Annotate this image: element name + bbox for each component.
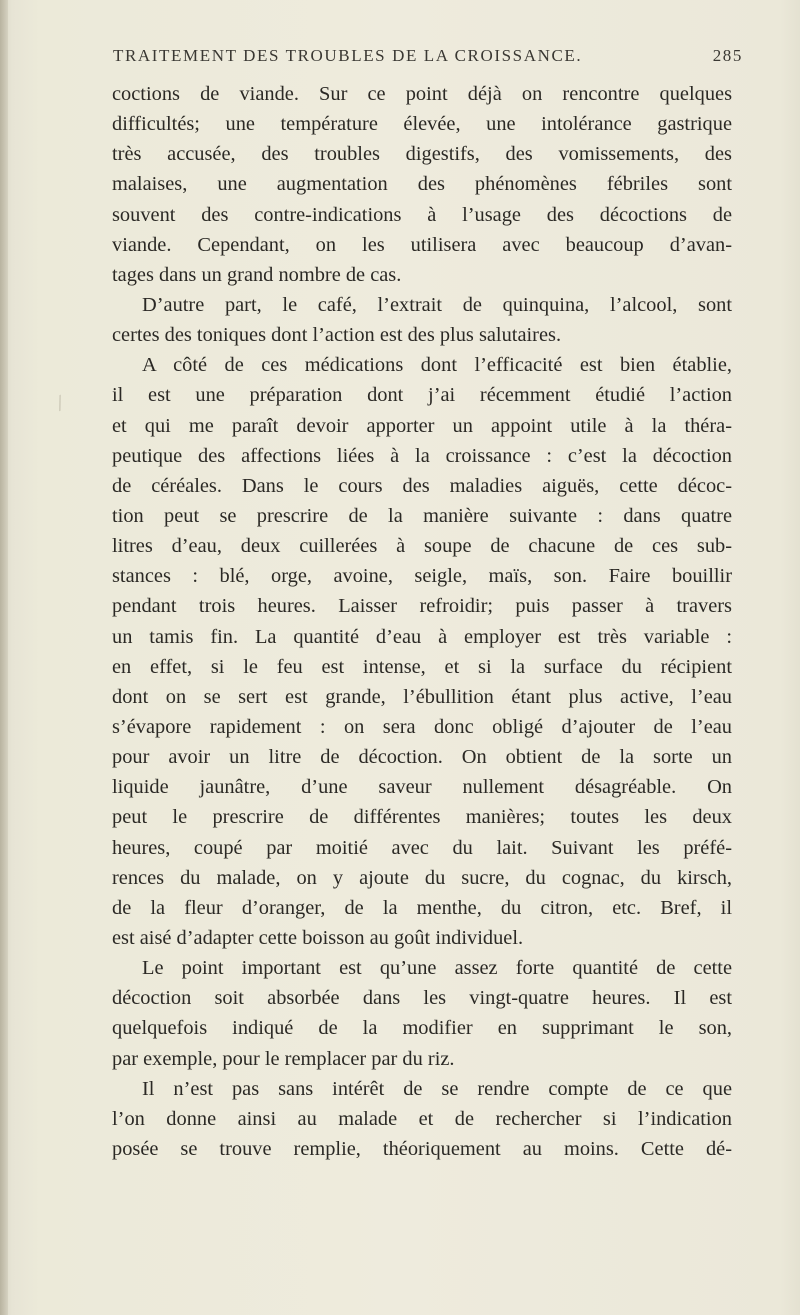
page-binding-edge xyxy=(0,0,8,1315)
pencil-mark-icon: ⁄ xyxy=(52,393,69,414)
text-line: litres d’eau, deux cuillerées à soupe de chacune de ces sub- xyxy=(112,535,732,558)
text-line: quelquefois indiqué de la modifier en supprimant le son, xyxy=(112,1017,732,1040)
text-line: et qui me paraît devoir apporter un appoint utile à la théra- xyxy=(112,414,732,437)
page-number: 285 xyxy=(712,46,743,65)
text-line: l’on donne ainsi au malade et de rechercher si l’indication xyxy=(112,1107,732,1130)
text-line: un tamis fin. La quantité d’eau à employer est très variable : xyxy=(112,625,732,648)
text-line: Il n’est pas sans intérêt de se rendre compte de ce que xyxy=(142,1077,732,1100)
text-line: viande. Cependant, on les utilisera avec beaucoup d’avan- xyxy=(112,233,732,256)
text-line: peutique des affections liées à la croissance : c’est la décoction xyxy=(112,444,732,467)
text-line: tion peut se prescrire de la manière suivante : dans quatre xyxy=(112,504,732,527)
text-line: décoction soit absorbée dans les vingt-quatre heures. Il est xyxy=(112,987,732,1010)
running-title: TRAITEMENT DES TROUBLES DE LA CROISSANCE. xyxy=(113,46,583,65)
text-line: malaises, une augmentation des phénomènes fébriles sont xyxy=(112,173,732,196)
text-line: tages dans un grand nombre de cas. xyxy=(112,263,402,286)
text-line: il est une préparation dont j’ai récemment étudié l’action xyxy=(112,384,732,407)
text-line: heures, coupé par moitié avec du lait. Suivant les préfé- xyxy=(112,836,732,859)
text-line: par exemple, pour le remplacer par du riz. xyxy=(112,1047,455,1070)
running-header xyxy=(113,46,743,70)
text-line: en effet, si le feu est intense, et si la surface du récipient xyxy=(112,655,732,678)
body-text xyxy=(112,79,732,1164)
text-line: pour avoir un litre de décoction. On obtient de la sorte un xyxy=(112,746,732,769)
text-line: stances : blé, orge, avoine, seigle, maïs, son. Faire bouillir xyxy=(112,565,732,588)
text-line: peut le prescrire de différentes manières; toutes les deux xyxy=(112,806,732,829)
text-line: souvent des contre-indications à l’usage des décoctions de xyxy=(112,203,732,226)
text-line: certes des toniques dont l’action est des plus salutaires. xyxy=(112,324,562,347)
text-line: dont on se sert est grande, l’ébullition étant plus active, l’eau xyxy=(112,685,732,708)
text-line: A côté de ces médications dont l’efficacité est bien établie, xyxy=(142,354,732,377)
text-line: coctions de viande. Sur ce point déjà on rencontre quelques xyxy=(112,83,732,105)
text-line: très accusée, des troubles digestifs, des vomissements, des xyxy=(112,143,732,166)
text-line: posée se trouve remplie, théoriquement au moins. Cette dé- xyxy=(112,1137,732,1160)
text-line: est aisé d’adapter cette boisson au goût individuel. xyxy=(112,926,524,949)
text-line: de la fleur d’oranger, de la menthe, du citron, etc. Bref, il xyxy=(112,896,732,919)
text-line: s’évapore rapidement : on sera donc obligé d’ajouter de l’eau xyxy=(112,715,732,738)
text-line: rences du malade, on y ajoute du sucre, du cognac, du kirsch, xyxy=(112,866,732,889)
text-line: pendant trois heures. Laisser refroidir; puis passer à travers xyxy=(112,595,732,618)
text-line: liquide jaunâtre, d’une saveur nullement désagréable. On xyxy=(112,776,732,799)
text-line: de céréales. Dans le cours des maladies aiguës, cette décoc- xyxy=(112,474,732,497)
text-line: D’autre part, le café, l’extrait de quinquina, l’alcool, sont xyxy=(142,293,732,316)
text-line: difficultés; une température élevée, une intolérance gastrique xyxy=(112,113,732,136)
text-line: Le point important est qu’une assez forte quantité de cette xyxy=(142,957,732,980)
